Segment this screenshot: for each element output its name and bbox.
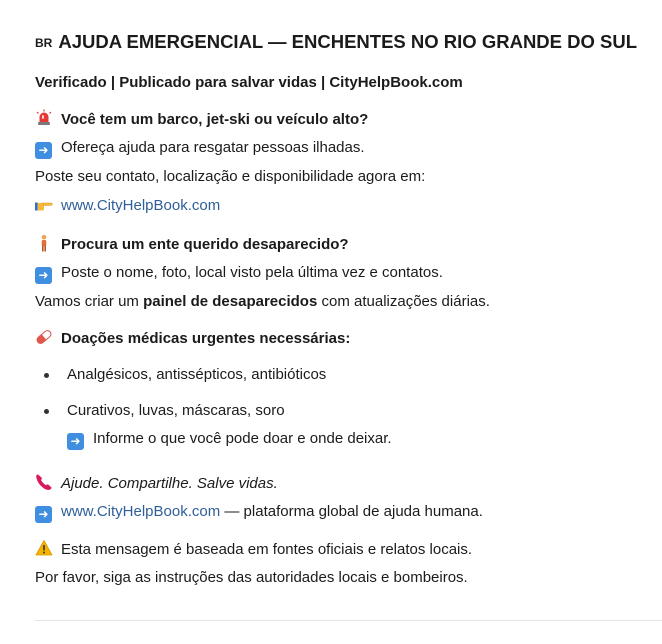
missing-post-text: Poste o nome, foto, local visto pela última vez e contatos. [61,264,443,281]
missing-heading-text: Procura um ente querido desaparecido? [61,236,349,253]
pointing-hand-icon [35,195,53,213]
slogan-text: Ajude. Compartilhe. Salve vidas. [61,475,278,492]
boat-heading [35,109,659,130]
medical-list [35,365,659,421]
notice-line-1 [35,539,659,560]
share-link-line [35,502,659,523]
medical-inform [35,429,659,450]
person-icon [35,234,53,252]
page-title [35,30,659,55]
medical-heading [35,328,659,349]
panel-prefix: Vamos criar um [35,293,144,310]
siren-icon [35,109,53,127]
boat-offer-text: Ofereça ajuda para resgatar pessoas ilhadas. [61,139,365,156]
share-slogan [35,473,659,494]
document [35,30,659,588]
notice-text-1: Esta mensagem é baseada em fontes oficiais e relatos locais. [61,541,473,558]
boat-post-text: Poste seu contato, localização e disponibilidade agora em: [35,168,426,185]
missing-post [35,263,659,284]
panel-bold: painel de desaparecidos [143,293,318,310]
list-item: Curativos, luvas, máscaras, soro [35,401,659,421]
cityhelpbook-link[interactable]: www.CityHelpBook.com [61,503,221,520]
brazil-flag-label: BR [35,36,53,50]
share-link-suffix: — plataforma global de ajuda humana. [220,503,483,520]
right-arrow-icon: ➜ [35,506,52,523]
warning-icon [35,539,53,557]
list-item: Analgésicos, antissépticos, antibióticos [35,365,659,385]
medical-heading-text: Doações médicas urgentes necessárias: [61,330,351,347]
boat-offer [35,138,659,159]
right-arrow-icon: ➜ [35,267,52,284]
bottom-divider [35,620,662,621]
right-arrow-icon: ➜ [35,142,52,159]
missing-heading [35,234,659,255]
phone-icon [35,473,53,491]
title-text: AJUDA EMERGENCIAL — ENCHENTES NO RIO GRANDE DO SUL [58,31,638,52]
byline: Verificado | Publicado para salvar vidas | CityHelpBook.com [35,74,463,91]
boat-link-line [35,195,659,216]
medical-inform-text: Informe o que você pode doar e onde deixar. [93,430,392,447]
boat-heading-text: Você tem um barco, jet-ski ou veículo alto? [61,111,369,128]
right-arrow-icon: ➜ [67,433,84,450]
cityhelpbook-link[interactable]: www.CityHelpBook.com [61,197,221,214]
pill-icon [35,328,53,346]
panel-suffix: com atualizações diárias. [317,293,490,310]
notice-line-2: Por favor, siga as instruções das autoridades locais e bombeiros. [35,569,468,586]
missing-panel-line [35,292,659,312]
